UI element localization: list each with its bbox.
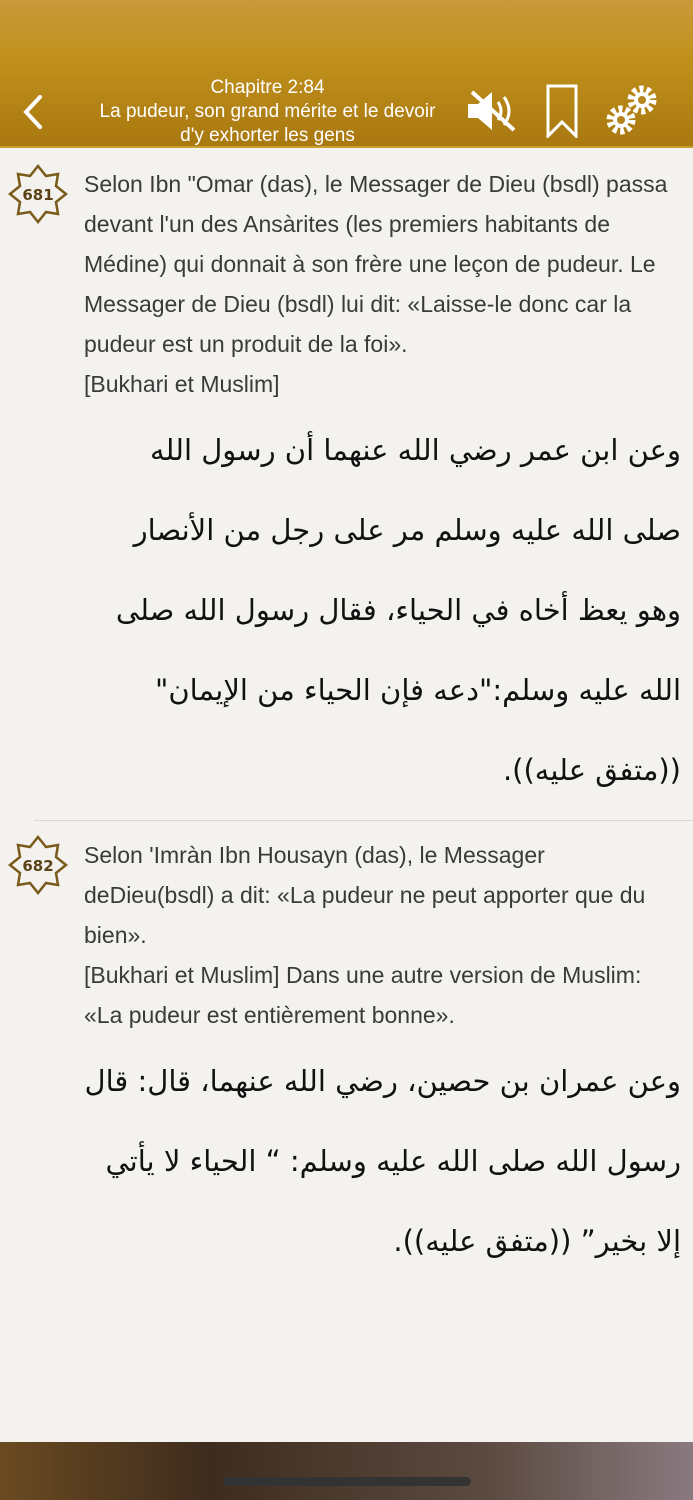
chapter-subtitle: La pudeur, son grand mérite et le devoir d'y exhorter les gens	[99, 101, 436, 146]
hadith-source: [Bukhari et Muslim]	[84, 371, 280, 397]
svg-text:681: 681	[22, 186, 54, 204]
hadith-source: [Bukhari et Muslim] Dans une autre version de Muslim: «La pudeur est entièrement bonne».	[84, 962, 642, 1028]
hadith-arabic-text: وعن عمران بن حصين، رضي الله عنهما، قال: قال رسول الله صلى الله عليه وسلم: “ الحياء لا يأتي إلا بخير” ((متفق عليه)).	[84, 1064, 681, 1258]
hadith-number-badge	[8, 164, 68, 224]
home-indicator[interactable]	[223, 1477, 471, 1486]
hadith-french-text: Selon 'Imràn Ibn Housayn (das), le Messager deDieu(bsdl) a dit: «La pudeur ne peut apporter que du bien».	[84, 842, 646, 948]
hadith-number-badge	[8, 835, 68, 895]
chapter-number: Chapitre 2:84	[210, 77, 325, 98]
bookmark-icon[interactable]	[546, 84, 578, 138]
header-bar	[0, 0, 693, 148]
hadith-french-text: Selon Ibn "Omar (das), le Messager de Dieu (bsdl) passa devant l'un des Ansàrites (les premiers habitants de Médine) qui donnait à son frère une leçon de pudeur. Le Messager de Dieu (bsdl) lui dit: «Laisse-le donc car la pudeur est un produit de la foi».	[84, 171, 668, 357]
chapter-title	[95, 76, 440, 148]
footer-background	[0, 1442, 693, 1500]
hadith-item	[0, 150, 693, 820]
svg-text:682: 682	[22, 857, 54, 875]
hadith-item	[22, 820, 693, 1291]
sound-muted-icon[interactable]	[466, 90, 520, 132]
settings-gears-icon[interactable]	[604, 84, 658, 136]
hadith-arabic-text: وعن ابن عمر رضي الله عنهما أن رسول الله صلى الله عليه وسلم مر على رجل من الأنصار وهو يعظ أخاه في الحياء، فقال رسول الله صلى الله عليه وسلم:"دعه فإن الحياء من الإيمان" ((متفق عليه)).	[115, 433, 681, 787]
back-chevron-icon[interactable]	[18, 92, 48, 132]
